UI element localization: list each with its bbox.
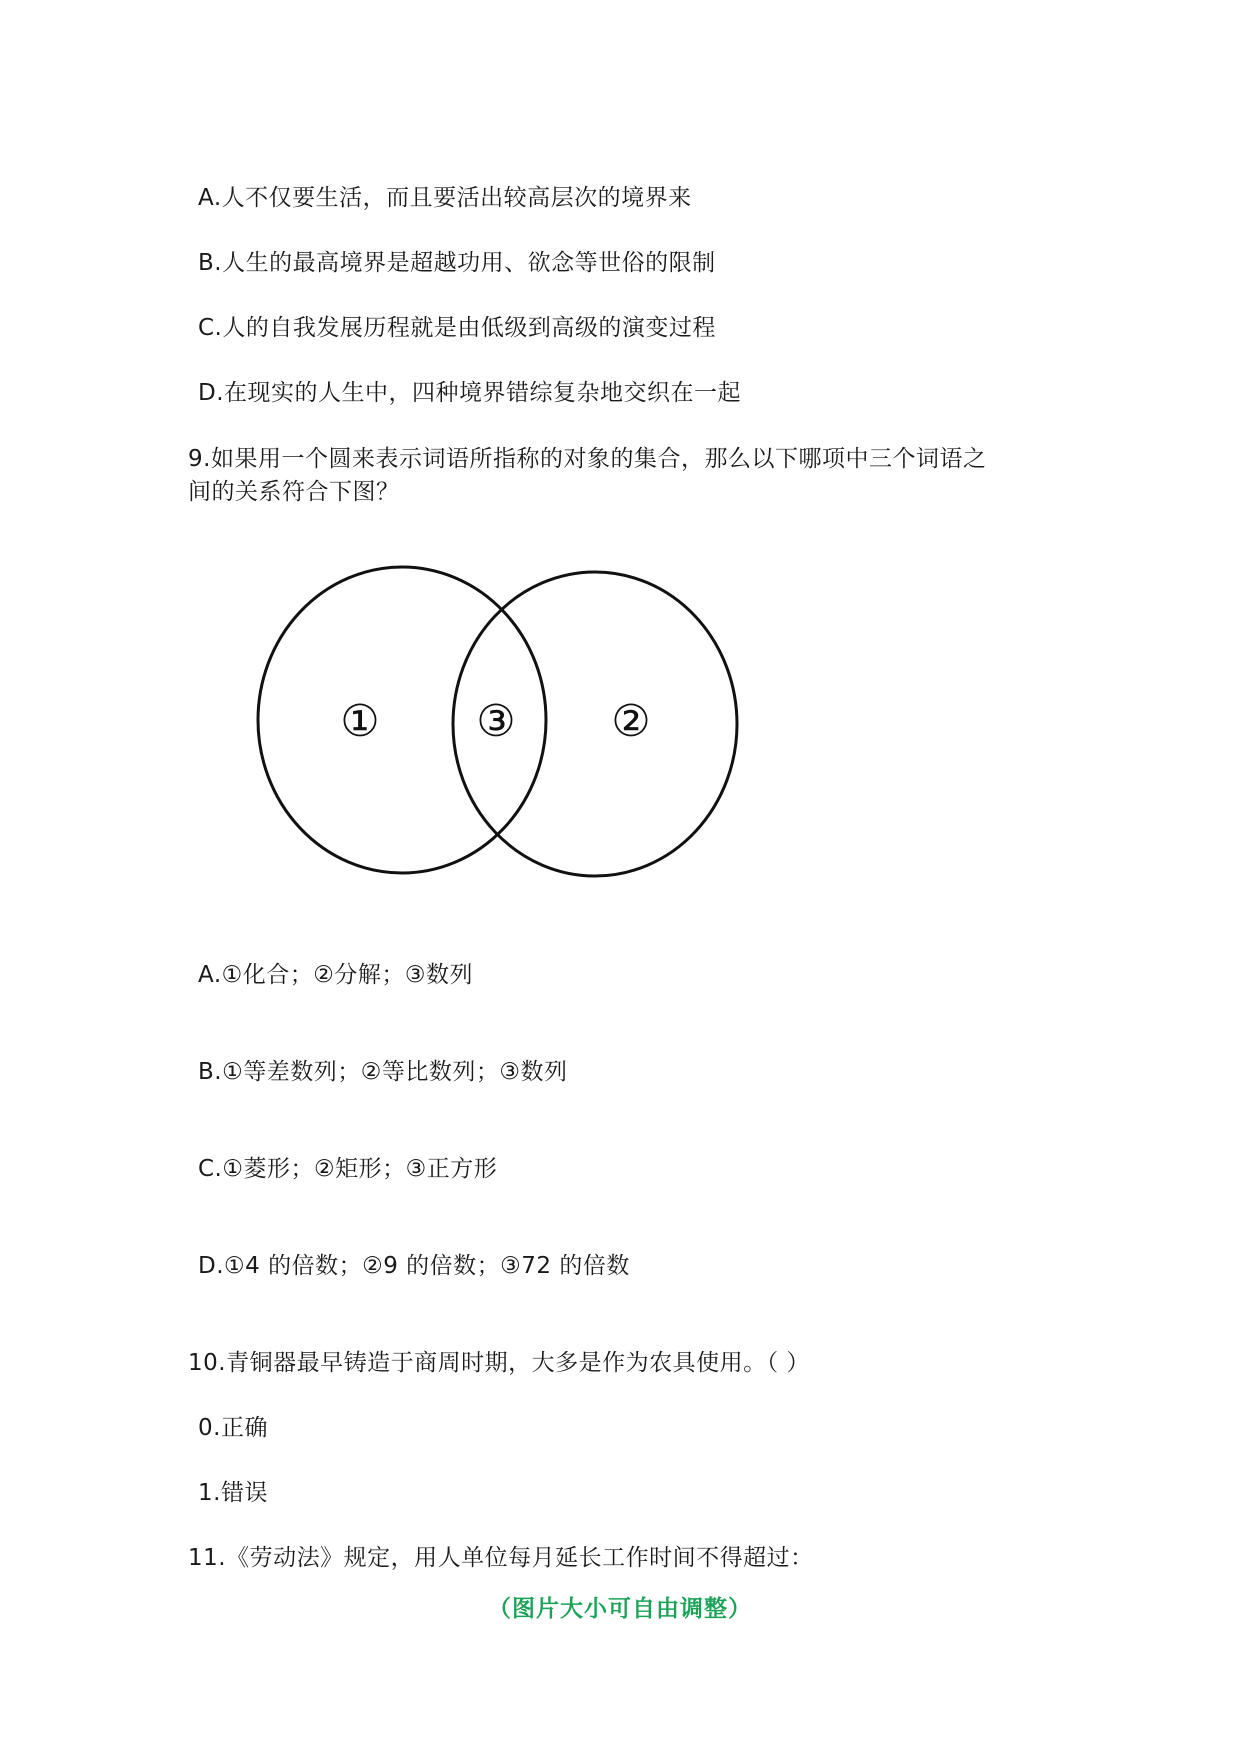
question-11-stem: 11.《劳动法》规定，用人单位每月延长工作时间不得超过： bbox=[188, 1545, 814, 1571]
question-9-stem-line2: 间的关系符合下图？ bbox=[188, 479, 400, 505]
venn-label-1: ① bbox=[340, 696, 380, 747]
q10-option-1: 1.错误 bbox=[198, 1480, 268, 1506]
venn-label-3: ③ bbox=[476, 696, 516, 747]
question-10-stem: 10.青铜器最早铸造于商周时期，大多是作为农具使用。（ ） bbox=[188, 1350, 810, 1376]
option-c: C.人的自我发展历程就是由低级到高级的演变过程 bbox=[198, 315, 716, 341]
venn-label-2: ② bbox=[611, 696, 651, 747]
question-9-stem-line1: 9.如果用一个圆来表示词语所指称的对象的集合，那么以下哪项中三个词语之 bbox=[188, 446, 987, 472]
q9-option-a: A.①化合；②分解；③数列 bbox=[198, 962, 473, 988]
q9-option-d: D.①4 的倍数；②9 的倍数；③72 的倍数 bbox=[198, 1253, 630, 1279]
option-a: A.人不仅要生活，而且要活出较高层次的境界来 bbox=[198, 185, 692, 211]
q10-option-0: 0.正确 bbox=[198, 1415, 268, 1441]
q9-option-b: B.①等差数列；②等比数列；③数列 bbox=[198, 1059, 568, 1085]
option-d: D.在现实的人生中，四种境界错综复杂地交织在一起 bbox=[198, 380, 742, 406]
q9-option-c: C.①菱形；②矩形；③正方形 bbox=[198, 1156, 498, 1182]
option-b: B.人生的最高境界是超越功用、欲念等世俗的限制 bbox=[198, 250, 716, 276]
image-resize-caption: （图片大小可自由调整） bbox=[488, 1596, 752, 1622]
venn-diagram bbox=[250, 560, 750, 890]
